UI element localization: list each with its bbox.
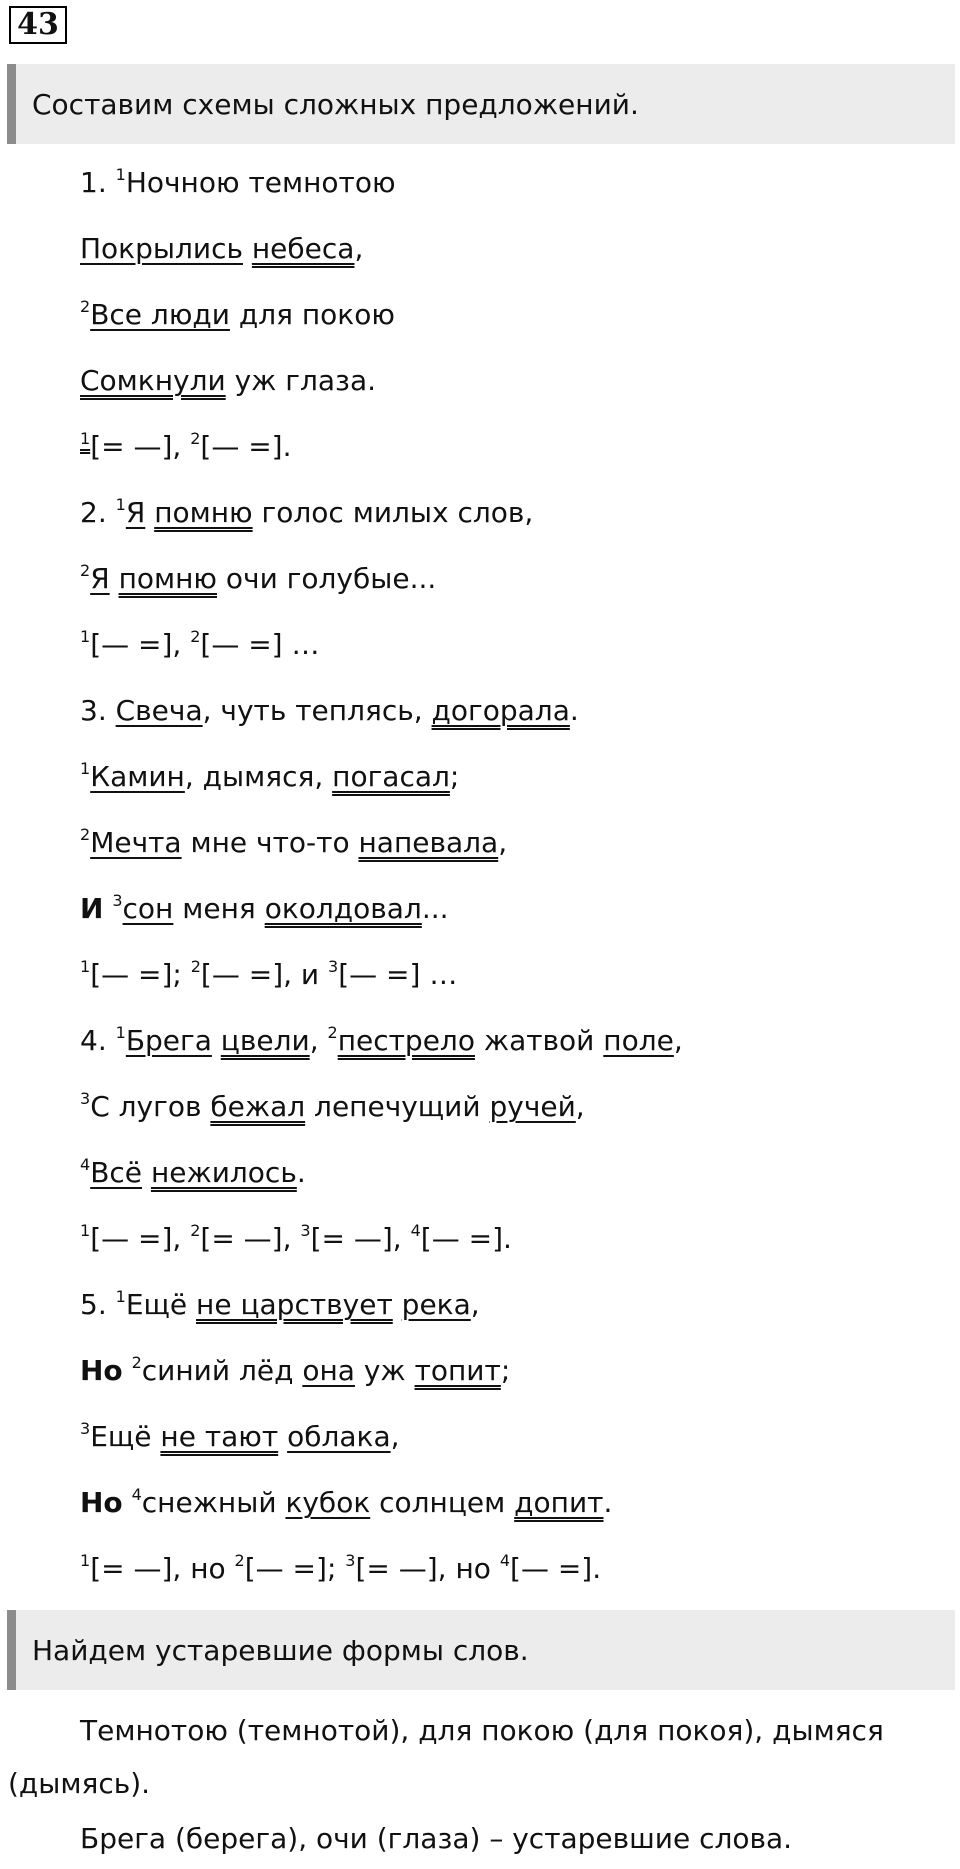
predicate: бежал bbox=[210, 1090, 306, 1123]
subject: Свеча bbox=[115, 694, 203, 727]
section-header-schemes: Составим схемы сложных предложений. bbox=[7, 64, 955, 144]
archaic-forms-paragraph: Темнотою (темнотой), для покою (для покоя), дымяся (дымясь). bbox=[8, 1714, 884, 1800]
s1-line-2: Покрылись небеса, bbox=[80, 232, 364, 265]
s5-scheme: $^1$[= —], но $^2$[— =]; $^3$[= —], но $^4$[— =]. bbox=[80, 1551, 602, 1585]
s3-line-4: И $^3$сон меня околдовал... bbox=[80, 891, 449, 925]
predicate: небеса bbox=[251, 232, 355, 265]
predicate: околдовал bbox=[264, 892, 422, 925]
s2-line-1: 2. $^1$Я помню голос милых слов, bbox=[80, 495, 534, 529]
predicate: пестрело bbox=[337, 1024, 475, 1057]
s3-line-1: 3. Свеча, чуть теплясь, догорала. bbox=[80, 694, 579, 727]
s5-line-3: $^3$Ещё не тают облака, bbox=[80, 1419, 400, 1453]
s3-line-2: $^1$Камин, дымяся, погасал; bbox=[80, 759, 460, 793]
subject: поле bbox=[603, 1024, 674, 1057]
predicate: топит bbox=[414, 1354, 501, 1387]
s1-line-1: 1. $^1$Ночною темнотою bbox=[80, 165, 396, 199]
s2-scheme: $^1$[— =], $^2$[— =] … bbox=[80, 627, 320, 661]
s3-line-3: $^2$Мечта мне что-то напевала, bbox=[80, 825, 508, 859]
subject: Я bbox=[90, 562, 110, 595]
subject: Камин bbox=[90, 760, 185, 793]
conjunction: И bbox=[80, 892, 104, 925]
predicate: помню bbox=[154, 496, 253, 529]
subject: облака bbox=[287, 1420, 391, 1453]
predicate: цвели bbox=[220, 1024, 310, 1057]
subject: сон bbox=[122, 892, 174, 925]
subject: река bbox=[401, 1288, 471, 1321]
subject: она bbox=[302, 1354, 355, 1387]
predicate: догорала bbox=[431, 694, 570, 727]
task-number: 43 bbox=[9, 6, 67, 44]
conjunction: Но bbox=[80, 1354, 123, 1387]
predicate: допит bbox=[514, 1486, 604, 1519]
archaic-words-paragraph: Брега (берега), очи (глаза) – устаревшие слова. bbox=[80, 1822, 793, 1855]
predicate: не тают bbox=[160, 1420, 279, 1453]
s1-line-3: $^2$Все люди для покою bbox=[80, 297, 395, 331]
subject: Покрылись bbox=[80, 232, 243, 265]
predicate: помню bbox=[118, 562, 217, 595]
predicate: напевала bbox=[358, 826, 499, 859]
subject: ручей bbox=[489, 1090, 576, 1123]
subject: Все люди bbox=[90, 298, 230, 331]
subject: Брега bbox=[125, 1024, 212, 1057]
subject: Всё bbox=[90, 1156, 143, 1189]
subject: кубок bbox=[285, 1486, 371, 1519]
s4-line-3: $^4$Всё нежилось. bbox=[80, 1155, 306, 1189]
s4-line-2: $^3$С лугов бежал лепечущий ручей, bbox=[80, 1089, 585, 1123]
s4-line-1: 4. $^1$Брега цвели, $^2$пестрело жатвой поле, bbox=[80, 1023, 683, 1057]
predicate: Сомкнули bbox=[80, 364, 226, 397]
s1-line-4: Сомкнули уж глаза. bbox=[80, 364, 376, 397]
s3-scheme: $^1$[— =]; $^2$[— =], и $^3$[— =] … bbox=[80, 957, 458, 991]
s4-scheme: $^1$[— =], $^2$[= —], $^3$[= —], $^4$[— =]. bbox=[80, 1221, 512, 1255]
s5-line-2: Но $^2$синий лёд она уж топит; bbox=[80, 1353, 511, 1387]
s5-line-1: 5. $^1$Ещё не царствует река, bbox=[80, 1287, 480, 1321]
predicate: нежилось bbox=[150, 1156, 297, 1189]
s1-scheme: $^1$[= —], $^2$[— =]. bbox=[80, 429, 292, 463]
subject: Я bbox=[125, 496, 146, 529]
section-header-archaic: Найдем устаревшие формы слов. bbox=[7, 1610, 955, 1690]
conjunction: Но bbox=[80, 1486, 123, 1519]
predicate: не царствует bbox=[196, 1288, 393, 1321]
s2-line-2: $^2$Я помню очи голубые... bbox=[80, 561, 437, 595]
s5-line-4: Но $^4$снежный кубок солнцем допит. bbox=[80, 1485, 613, 1519]
predicate: погасал bbox=[332, 760, 450, 793]
subject: Мечта bbox=[90, 826, 182, 859]
